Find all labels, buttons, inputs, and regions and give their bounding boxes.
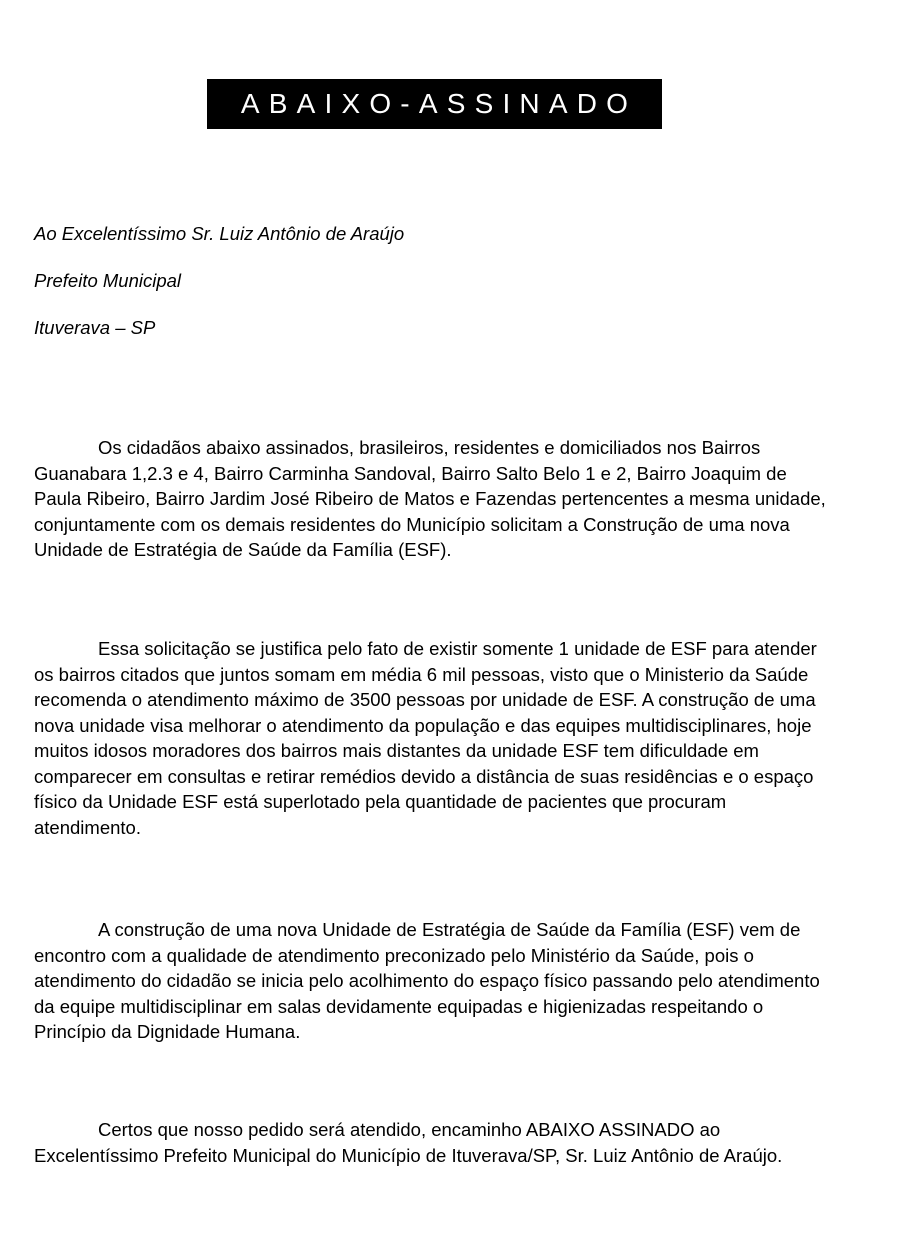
title-banner: [207, 79, 662, 129]
paragraph-request: [34, 435, 834, 563]
paragraph-closing: [34, 1117, 834, 1168]
paragraph-text: Os cidadãos abaixo assinados, brasileiros, residentes e domiciliados nos Bairros Guanabara 1,2.3 e 4, Bairro Carminha Sandoval, Bairro Salto Belo 1 e 2, Bairro Joaquim de Paula Ribeiro, Bairro Jardim José Ribeiro de Matos e Fazendas pertencentes a mesma unidade, conjuntamente com os demais residentes do Município solicitam a Construção de uma nova Unidade de Estratégia de Saúde da Família (ESF).: [34, 437, 826, 560]
addressee-block: [34, 220, 404, 361]
addressee-name: Ao Excelentíssimo Sr. Luiz Antônio de Araújo: [34, 223, 405, 244]
paragraph-text: Essa solicitação se justifica pelo fato de existir somente 1 unidade de ESF para atender os bairros citados que juntos somam em média 6 mil pessoas, visto que o Ministerio da Saúde recomenda o atendimento máximo de 3500 pessoas por unidade de ESF. A construção de uma nova unidade visa melhorar o atendimento da população e das equipes multidisciplinares, hoje muitos idosos moradores dos bairros mais distantes da unidade ESF tem dificuldade em comparecer em consultas e retirar remédios devido a distância de suas residências e o espaço físico da Unidade ESF está superlotado pela quantidade de pacientes que procuram atendimento.: [34, 638, 817, 838]
addressee-city: Ituverava – SP: [34, 317, 156, 338]
addressee-role: Prefeito Municipal: [34, 270, 182, 291]
paragraph-text: A construção de uma nova Unidade de Estratégia de Saúde da Família (ESF) vem de encontro com a qualidade de atendimento preconizado pelo Ministério da Saúde, pois o atendimento do cidadão se inicia pelo acolhimento do espaço físico passando pelo atendimento da equipe multidisciplinar em salas devidamente equipadas e higienizadas respeitando o Princípio da Dignidade Humana.: [34, 919, 820, 1042]
paragraph-quality: [34, 917, 834, 1045]
paragraph-justification: [34, 636, 834, 840]
paragraph-text: Certos que nosso pedido será atendido, encaminho ABAIXO ASSINADO ao Excelentíssimo Prefeito Municipal do Município de Ituverava/SP, Sr. Luiz Antônio de Araújo.: [34, 1119, 783, 1166]
document-title: ABAIXO-ASSINADO: [240, 88, 638, 119]
